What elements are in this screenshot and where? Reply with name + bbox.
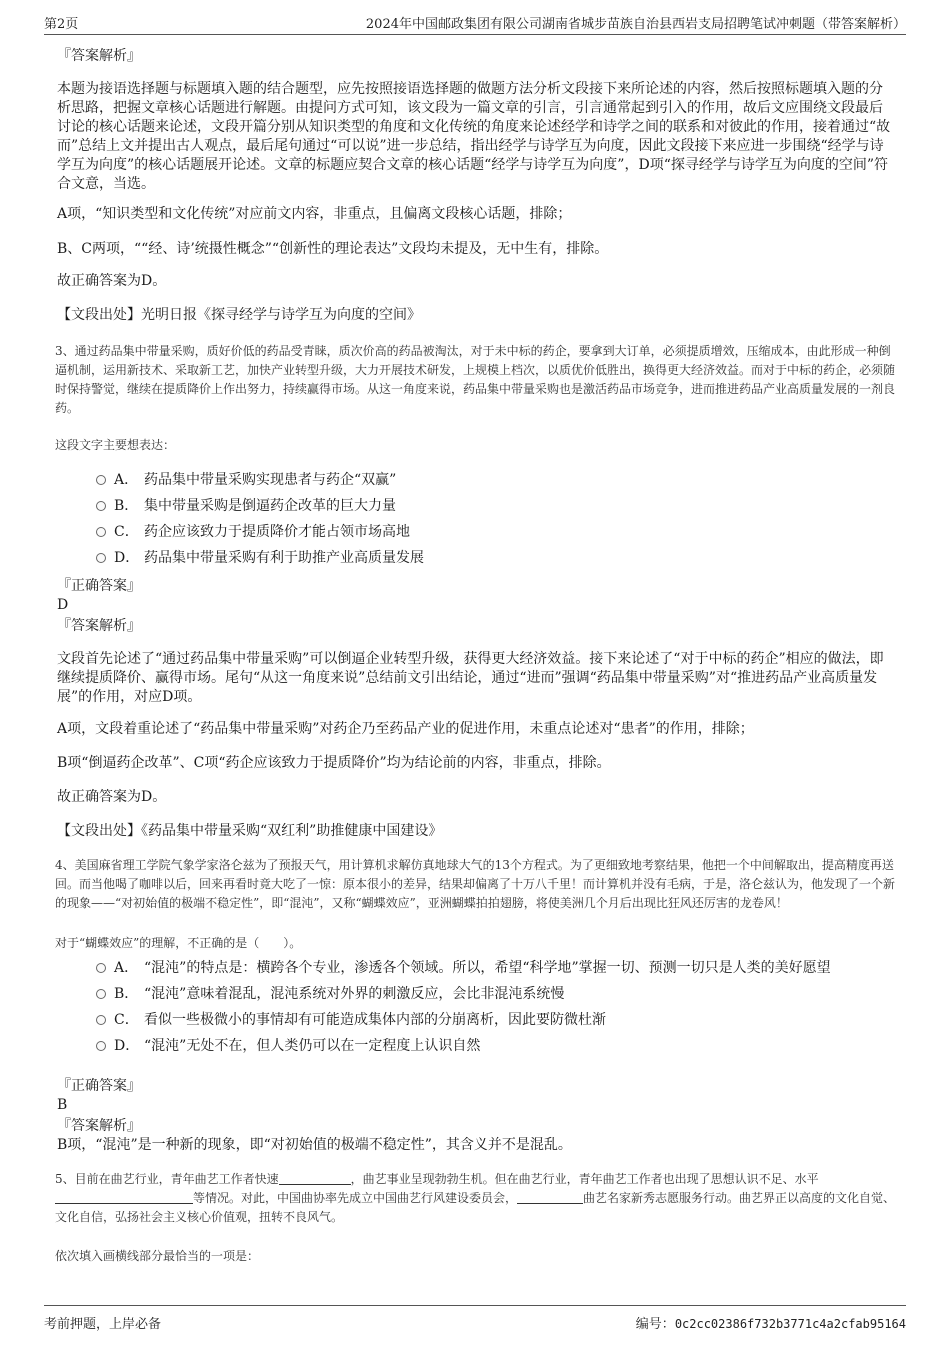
q5-question-text: 5、目前在曲艺行业，青年曲艺工作者快速 ，曲艺事业呈现勃勃生机。但在曲艺行业，青年曲艺工作者也出现了思想认识不足、水平等情况。对此，中国曲协率先成立中国曲艺行风建设委员会， 曲艺名家新秀志愿服务行动。曲艺界正以高度的文化自觉、文化自信，弘扬社会主义核心价值观，扭转不良风气。 (55, 1172, 896, 1224)
q3-prompt: 这段文字主要想表达： (55, 438, 176, 452)
q3-option-b[interactable]: B． 集中带量采购是倒逼药企改革的巨大力量 (96, 497, 396, 515)
fill-blank-3[interactable] (517, 1190, 583, 1204)
radio-icon[interactable] (96, 989, 106, 999)
radio-icon[interactable] (96, 1015, 106, 1025)
radio-icon[interactable] (96, 553, 106, 563)
q3-option-bc-note: B项“倒逼药企改革”、C项“药企应该致力于提质降价”均为结论前的内容，非重点，排除。 (57, 755, 611, 771)
page-number: 第2页 (44, 17, 79, 32)
q4-question-text: 4、美国麻省理工学院气象学家洛仑兹为了预报天气，用计算机求解仿真地球大气的13个方程式。为了更细致地考察结果，他把一个中间解取出，提高精度再送回。而当他喝了咖啡以后，回来再看时竟大吃了一惊：原本很小的差异，结果却偏离了十万八千里！而计算机并没有毛病，于是，洛仑兹认为，他发现了一个新的现象——“对初始值的极端不稳定性”，即“混沌”，又称“蝴蝶效应”，亚洲蝴蝶拍拍翅膀，将使美洲几个月后出现比狂风还厉害的龙卷风！ (55, 858, 896, 910)
q3-option-c[interactable]: C． 药企应该致力于提质降价才能占领市场高地 (96, 523, 410, 541)
header-divider (44, 34, 906, 35)
q3-analysis: 文段首先论述了“通过药品集中带量采购”可以倒逼企业转型升级，获得更大经济效益。接下来论述了“对于中标的药企”相应的做法，即继续提质降价、赢得市场。尾句“从这一角度来说”总结前文引出结论，通过“进而”强调“药品集中带量采购”对“推进药品产业高质量发展”的作用，对应D项。 (57, 651, 884, 705)
q3-answer-label: 『正确答案』 (57, 578, 141, 594)
q2-source: 【文段出处】光明日报《探寻经学与诗学互为向度的空间》 (57, 307, 421, 323)
radio-icon[interactable] (96, 527, 106, 537)
q3-answer: D (57, 597, 69, 613)
q3-question-text: 3、通过药品集中带量采购，质好价低的药品受青睐，质次价高的药品被淘汰，对于未中标的药企，要拿到大订单，必须提质增效，压缩成本，由此形成一种倒逼机制，运用新技术、采取新工艺，加快产业转型升级，大力开展技术研发，上规模上档次，以质优价低胜出，换得更大经济效益。而对于中标的药企，必须随时保持警觉，继续在提质降价上作出努力，持续赢得市场。从这一角度来说，药品集中带量采购也是激活药品市场竞争，进而推进药品产业高质量发展的一剂良药。 (55, 344, 896, 415)
q4-option-a[interactable]: A． “混沌”的特点是：横跨各个专业，渗透各个领域。所以，希望“科学地”掌握一切、预测一切只是人类的美好愿望 (96, 959, 831, 977)
radio-icon[interactable] (96, 475, 106, 485)
footer-slogan: 考前押题，上岸必备 (44, 1317, 162, 1332)
q3-option-a-note: A项，文段着重论述了“药品集中带量采购”对药企乃至药品产业的促进作用，未重点论述对“患者”的作用，排除； (57, 721, 754, 737)
q4-prompt: 对于“蝴蝶效应”的理解，不正确的是（ ）。 (55, 936, 302, 950)
q3-conclusion: 故正确答案为D。 (57, 789, 167, 805)
q4-answer: B (57, 1097, 68, 1113)
q2-conclusion: 故正确答案为D。 (57, 273, 167, 289)
radio-icon[interactable] (96, 963, 106, 973)
q5-prompt: 依次填入画横线部分最恰当的一项是： (55, 1249, 260, 1263)
footer-divider (44, 1305, 906, 1306)
q2-analysis-label: 『答案解析』 (57, 48, 141, 64)
q2-option-a-note: A项，“知识类型和文化传统”对应前文内容，非重点，且偏离文段核心话题，排除； (57, 206, 572, 222)
document-id: 编号：0c2cc02386f732b3771c4a2cfab95164 (635, 1317, 906, 1332)
q4-analysis-label: 『答案解析』 (57, 1118, 141, 1134)
q3-option-a[interactable]: A． 药品集中带量采购实现患者与药企“双赢” (96, 471, 396, 489)
document-title: 2024年中国邮政集团有限公司湖南省城步苗族自治县西岩支局招聘笔试冲刺题（带答案解析） (365, 17, 906, 32)
q4-analysis: B项，“混沌”是一种新的现象，即“对初始值的极端不稳定性”，其含义并不是混乱。 (57, 1137, 572, 1153)
q4-option-b[interactable]: B． “混沌”意味着混乱，混沌系统对外界的刺激反应，会比非混沌系统慢 (96, 985, 564, 1003)
q2-analysis: 本题为接语选择题与标题填入题的结合题型，应先按照接语选择题的做题方法分析文段接下来所论述的内容，然后按照标题填入题的分析思路，把握文章核心话题进行解题。由提问方式可知，该文段为一篇文章的引言，引言通常起到引入的作用，故后文应围绕文段最后讨论的核心话题来论述，文段开篇分别从知识类型的角度和文化传统的角度来论述经学和诗学之间的联系和对彼此的作用，接着通过“故而”总结上文并提出古人观点，最后尾句通过“可以说”进一步总结，指出经学与诗学互为向度，因此文段接下来应进一步围绕“经学与诗学互为向度”的核心话题展开论述。文章的标题应契合文章的核心话题“经学与诗学互为向度”，D项“探寻经学与诗学互为向度的空间”符合文意，当选。 (57, 81, 891, 192)
q4-answer-label: 『正确答案』 (57, 1078, 141, 1094)
q2-option-bc-note: B、C两项，““经、诗’统摄性概念”“创新性的理论表达”文段均未提及，无中生有，排除。 (57, 241, 609, 257)
q3-option-d[interactable]: D． 药品集中带量采购有利于助推产业高质量发展 (96, 549, 424, 567)
radio-icon[interactable] (96, 1041, 106, 1051)
q4-option-c[interactable]: C． 看似一些极微小的事情却有可能造成集体内部的分崩离析，因此要防微杜渐 (96, 1011, 606, 1029)
fill-blank-2[interactable] (55, 1190, 193, 1204)
q4-option-d[interactable]: D． “混沌”无处不在，但人类仍可以在一定程度上认识自然 (96, 1037, 480, 1055)
q3-source: 【文段出处】《药品集中带量采购“双红利”助推健康中国建设》 (57, 823, 443, 839)
q3-analysis-label: 『答案解析』 (57, 618, 141, 634)
radio-icon[interactable] (96, 501, 106, 511)
fill-blank-1[interactable] (279, 1171, 351, 1185)
